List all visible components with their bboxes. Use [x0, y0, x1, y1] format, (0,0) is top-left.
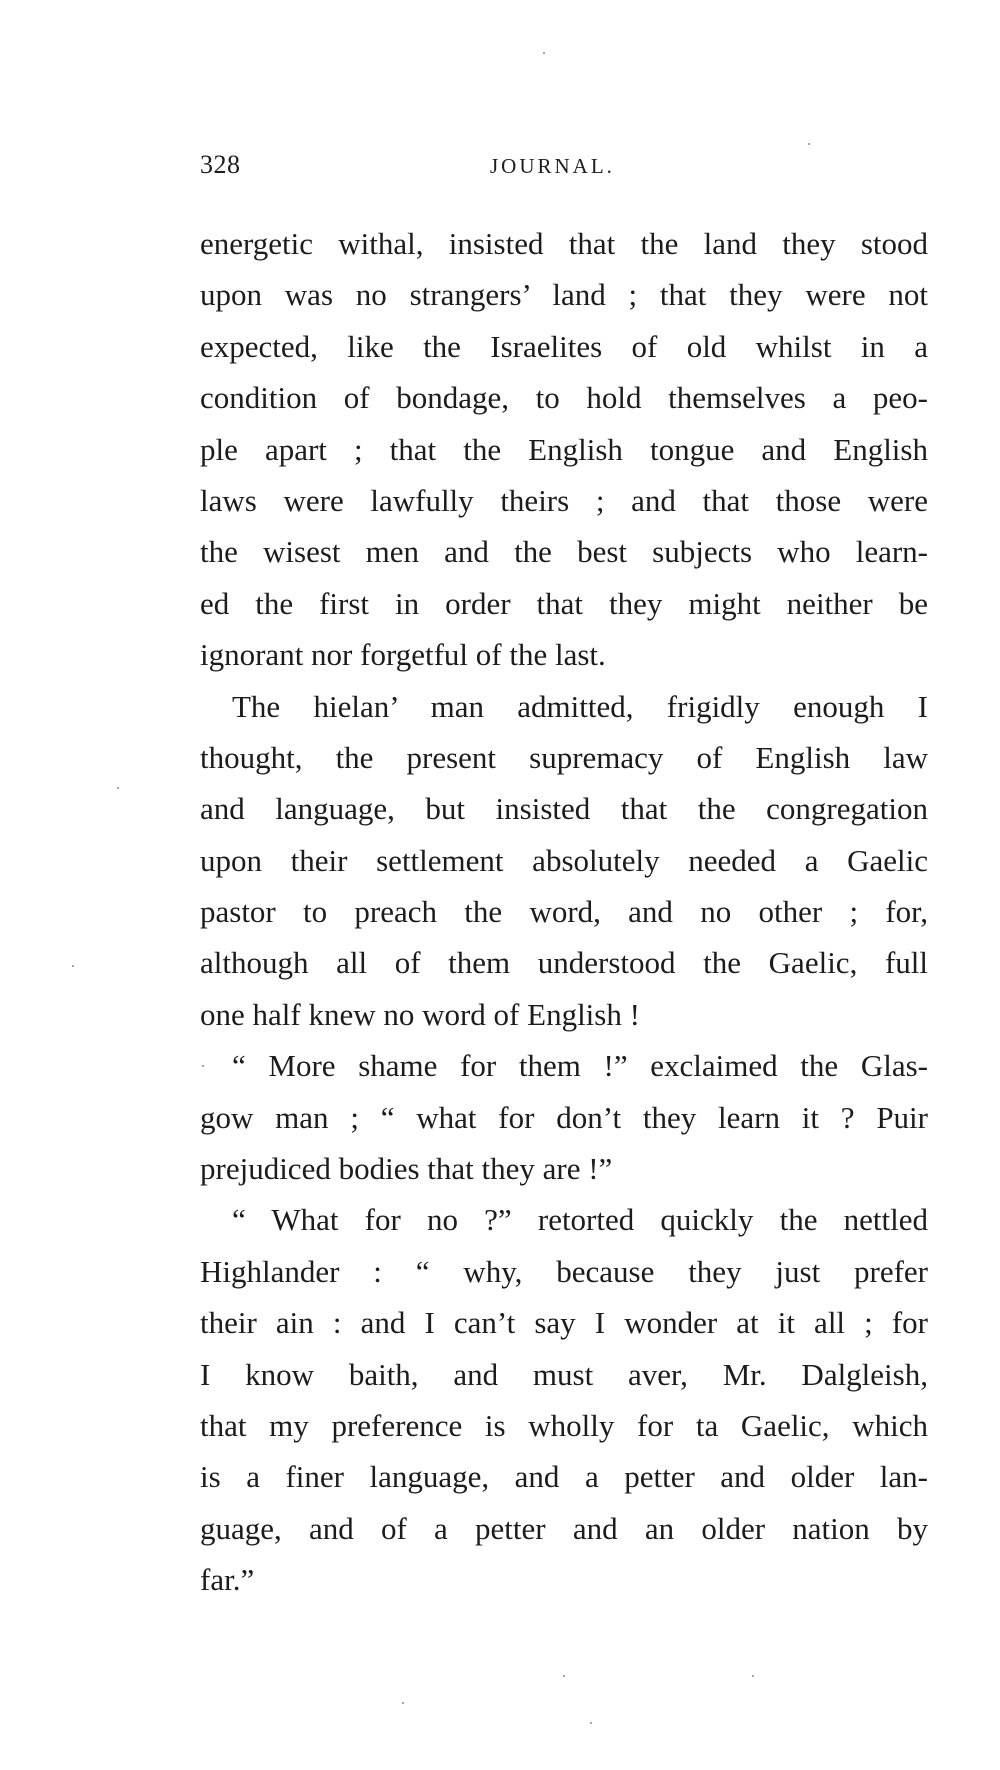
- text-line: although all of them understood the Gaelic, full: [200, 945, 928, 981]
- text-line: far.”: [200, 1562, 255, 1598]
- text-line: one half knew no word of English !: [200, 996, 640, 1032]
- paper-speck: [117, 787, 119, 789]
- text-line: I know baith, and must aver, Mr. Dalgleish,: [200, 1356, 928, 1392]
- text-line: energetic withal, insisted that the land they stood: [200, 226, 928, 261]
- paper-speck: [563, 1675, 565, 1677]
- body-text: [200, 218, 928, 1606]
- paper-speck: [202, 1065, 204, 1067]
- paper-speck: [72, 965, 74, 967]
- text-line: is a finer language, and a petter and older lan-: [200, 1459, 928, 1495]
- text-line: The hielan’ man admitted, frigidly enough I: [232, 688, 928, 724]
- paper-speck: [808, 143, 810, 145]
- text-line: guage, and of a petter and an older nation by: [200, 1510, 928, 1546]
- text-line: ignorant nor forgetful of the last.: [200, 637, 606, 673]
- paper-speck: [543, 52, 545, 54]
- text-line: thought, the present supremacy of English law: [200, 739, 928, 775]
- text-line: their ain : and I can’t say I wonder at it all ; for: [200, 1305, 928, 1341]
- text-line: Highlander : “ why, because they just prefer: [200, 1253, 928, 1289]
- running-title: JOURNAL.: [490, 154, 615, 178]
- text-line: expected, like the Israelites of old whilst in a: [200, 328, 928, 364]
- running-head: [200, 150, 930, 190]
- text-line: “ What for no ?” retorted quickly the nettled: [232, 1202, 928, 1238]
- text-line: gow man ; “ what for don’t they learn it ? Puir: [200, 1099, 928, 1135]
- paper-speck: [402, 1702, 404, 1704]
- text-line: ple apart ; that the English tongue and English: [200, 431, 928, 467]
- text-line: upon was no strangers’ land ; that they were not: [200, 277, 928, 313]
- text-line: upon their settlement absolutely needed a Gaelic: [200, 842, 928, 878]
- text-line: prejudiced bodies that they are !”: [200, 1151, 613, 1187]
- text-line: that my preference is wholly for ta Gaelic, which: [200, 1407, 928, 1443]
- text-line: the wisest men and the best subjects who learn-: [200, 534, 928, 570]
- page-number: 328: [200, 150, 241, 179]
- text-line: laws were lawfully theirs ; and that those were: [200, 482, 928, 518]
- paper-speck: [590, 1722, 592, 1724]
- text-line: “ More shame for them !” exclaimed the Glas-: [232, 1048, 928, 1084]
- text-line: ed the first in order that they might neither be: [200, 585, 928, 621]
- text-line: condition of bondage, to hold themselves a peo-: [200, 380, 928, 416]
- text-line: pastor to preach the word, and no other ; for,: [200, 894, 928, 930]
- paper-speck: [752, 1675, 754, 1677]
- text-line: and language, but insisted that the congregation: [200, 791, 928, 827]
